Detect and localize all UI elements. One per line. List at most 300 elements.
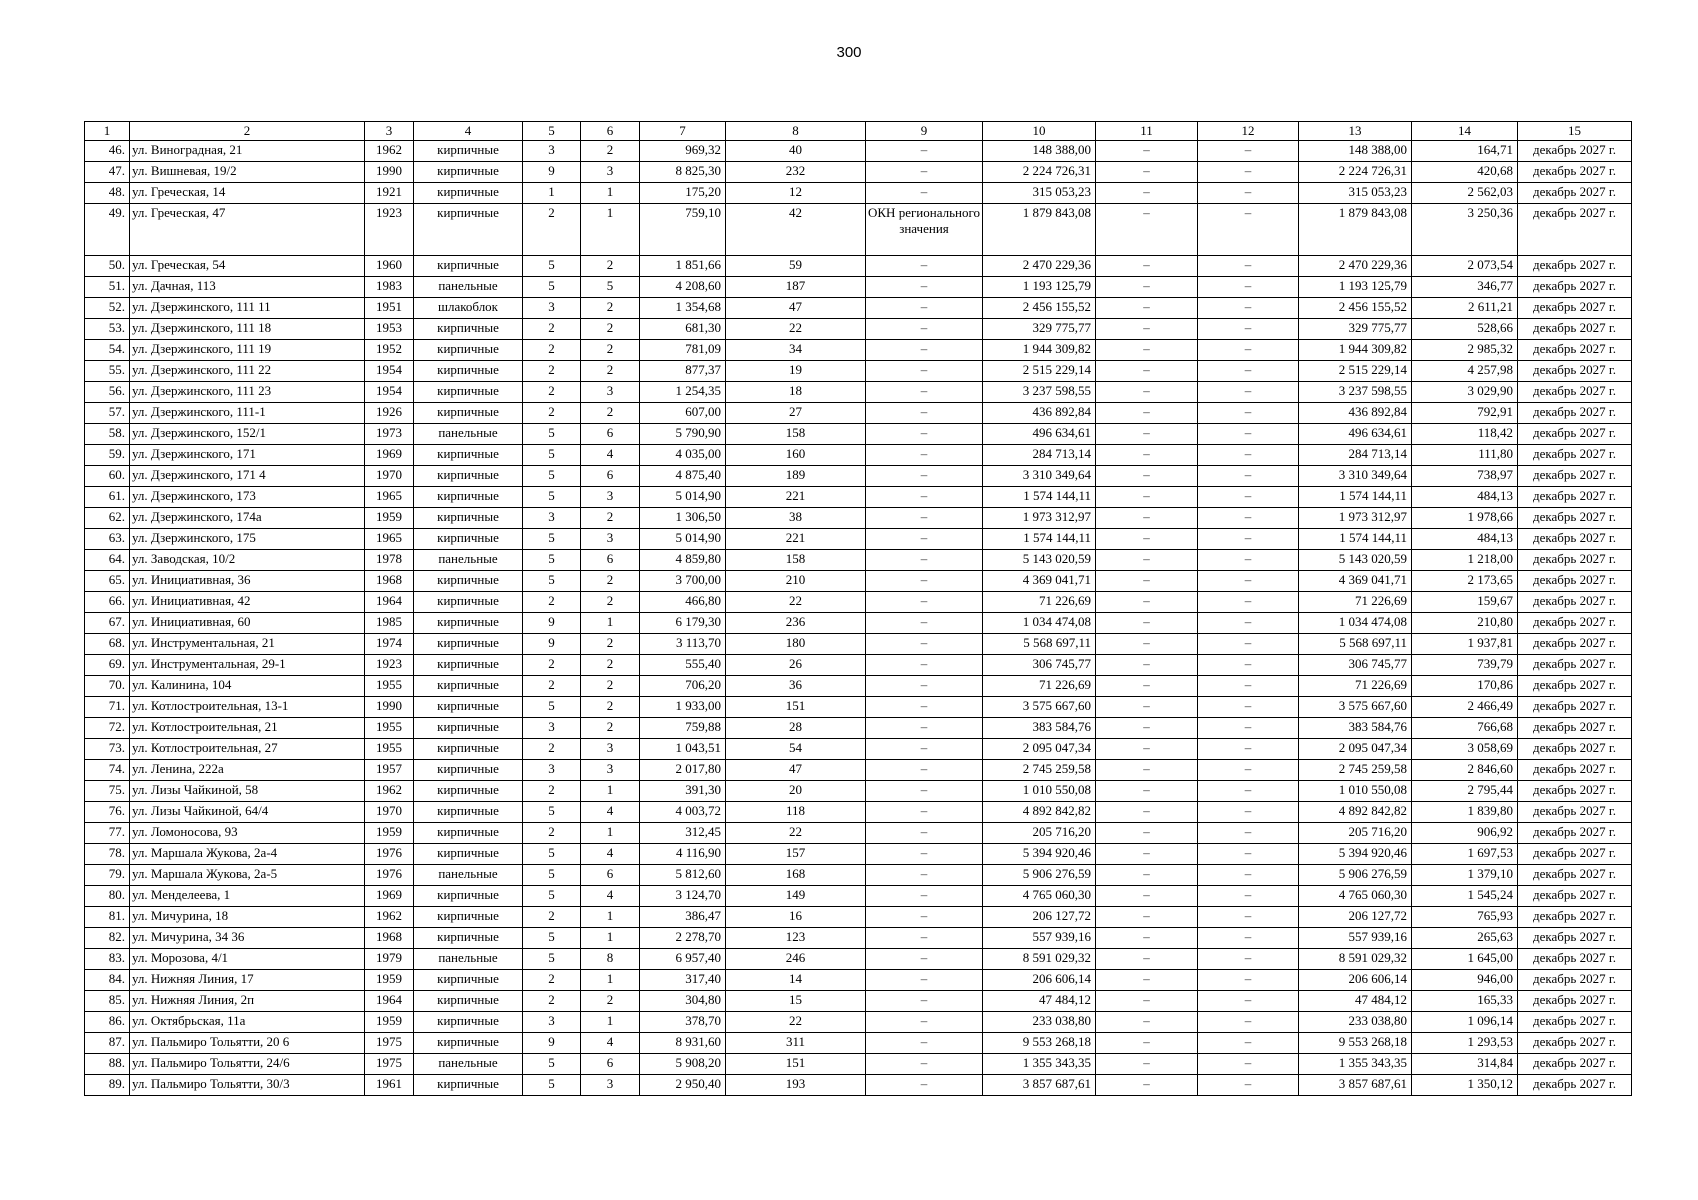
cell-cost-per-sqm: 528,66 (1412, 319, 1518, 340)
table-row (85, 183, 1632, 204)
cell-cost-per-sqm: 906,92 (1412, 823, 1518, 844)
cell-entrances: 2 (581, 592, 640, 613)
cell-floors: 2 (523, 340, 581, 361)
cell-wall-material: кирпичные (414, 340, 523, 361)
cell-col-11: – (1096, 162, 1198, 183)
cell-address: ул. Инструментальная, 29-1 (130, 655, 365, 676)
cell-row-number: 53. (85, 319, 130, 340)
header-cell-7: 7 (640, 122, 726, 141)
cell-address: ул. Дзержинского, 152/1 (130, 424, 365, 445)
cell-heritage-status: – (866, 907, 983, 928)
cell-cost-sum: 71 226,69 (1299, 592, 1412, 613)
cell-entrances: 2 (581, 319, 640, 340)
cell-cost-total: 71 226,69 (983, 676, 1096, 697)
cell-deadline: декабрь 2027 г. (1518, 802, 1632, 823)
cell-year: 1952 (365, 340, 414, 361)
cell-cost-per-sqm: 159,67 (1412, 592, 1518, 613)
cell-deadline: декабрь 2027 г. (1518, 634, 1632, 655)
cell-heritage-status: – (866, 382, 983, 403)
cell-wall-material: кирпичные (414, 256, 523, 277)
cell-col-11: – (1096, 676, 1198, 697)
cell-heritage-status: – (866, 970, 983, 991)
cell-year: 1959 (365, 970, 414, 991)
cell-heritage-status: – (866, 361, 983, 382)
cell-col-11: – (1096, 382, 1198, 403)
cell-residents: 20 (726, 781, 866, 802)
cell-cost-per-sqm: 484,13 (1412, 487, 1518, 508)
cell-floors: 2 (523, 361, 581, 382)
cell-entrances: 2 (581, 676, 640, 697)
cell-row-number: 82. (85, 928, 130, 949)
cell-cost-sum: 284 713,14 (1299, 445, 1412, 466)
cell-col-12: – (1198, 928, 1299, 949)
cell-cost-per-sqm: 118,42 (1412, 424, 1518, 445)
cell-row-number: 80. (85, 886, 130, 907)
cell-floors: 2 (523, 970, 581, 991)
cell-col-11: – (1096, 277, 1198, 298)
cell-cost-total: 206 606,14 (983, 970, 1096, 991)
cell-cost-per-sqm: 1 096,14 (1412, 1012, 1518, 1033)
cell-cost-per-sqm: 1 293,53 (1412, 1033, 1518, 1054)
table-row (85, 739, 1632, 760)
cell-entrances: 6 (581, 550, 640, 571)
cell-cost-sum: 3 857 687,61 (1299, 1075, 1412, 1096)
cell-floors: 5 (523, 445, 581, 466)
table-row (85, 298, 1632, 319)
cell-wall-material: кирпичные (414, 823, 523, 844)
cell-year: 1978 (365, 550, 414, 571)
cell-cost-sum: 2 456 155,52 (1299, 298, 1412, 319)
cell-residents: 54 (726, 739, 866, 760)
cell-cost-total: 5 568 697,11 (983, 634, 1096, 655)
cell-row-number: 47. (85, 162, 130, 183)
cell-wall-material: кирпичные (414, 592, 523, 613)
cell-col-12: – (1198, 634, 1299, 655)
cell-cost-total: 5 906 276,59 (983, 865, 1096, 886)
table-row (85, 424, 1632, 445)
cell-col-12: – (1198, 571, 1299, 592)
cell-address: ул. Котлостроительная, 13-1 (130, 697, 365, 718)
cell-cost-per-sqm: 1 697,53 (1412, 844, 1518, 865)
cell-cost-sum: 3 575 667,60 (1299, 697, 1412, 718)
cell-cost-sum: 1 034 474,08 (1299, 613, 1412, 634)
table-row (85, 487, 1632, 508)
table-row (85, 718, 1632, 739)
cell-address: ул. Пальмиро Тольятти, 24/6 (130, 1054, 365, 1075)
cell-floors: 2 (523, 907, 581, 928)
cell-heritage-status: – (866, 592, 983, 613)
cell-address: ул. Инициативная, 36 (130, 571, 365, 592)
table-row (85, 634, 1632, 655)
cell-col-11: – (1096, 361, 1198, 382)
cell-cost-total: 233 038,80 (983, 1012, 1096, 1033)
cell-address: ул. Пальмиро Тольятти, 20 6 (130, 1033, 365, 1054)
cell-floors: 1 (523, 183, 581, 204)
cell-heritage-status: – (866, 1033, 983, 1054)
cell-wall-material: кирпичные (414, 718, 523, 739)
cell-deadline: декабрь 2027 г. (1518, 991, 1632, 1012)
cell-wall-material: панельные (414, 424, 523, 445)
cell-year: 1968 (365, 571, 414, 592)
cell-residents: 27 (726, 403, 866, 424)
table-row (85, 361, 1632, 382)
cell-heritage-status: – (866, 802, 983, 823)
cell-floors: 5 (523, 865, 581, 886)
cell-cost-total: 4 892 842,82 (983, 802, 1096, 823)
cell-cost-total: 4 765 060,30 (983, 886, 1096, 907)
cell-wall-material: кирпичные (414, 697, 523, 718)
cell-residents: 311 (726, 1033, 866, 1054)
cell-floors: 5 (523, 1075, 581, 1096)
cell-deadline: декабрь 2027 г. (1518, 781, 1632, 802)
cell-col-12: – (1198, 162, 1299, 183)
cell-deadline: декабрь 2027 г. (1518, 844, 1632, 865)
cell-cost-total: 2 095 047,34 (983, 739, 1096, 760)
cell-floors: 2 (523, 204, 581, 256)
cell-deadline: декабрь 2027 г. (1518, 718, 1632, 739)
cell-floors: 2 (523, 823, 581, 844)
cell-col-12: – (1198, 613, 1299, 634)
cell-year: 1957 (365, 760, 414, 781)
cell-area: 3 700,00 (640, 571, 726, 592)
cell-address: ул. Дзержинского, 171 4 (130, 466, 365, 487)
cell-deadline: декабрь 2027 г. (1518, 655, 1632, 676)
cell-address: ул. Виноградная, 21 (130, 141, 365, 162)
cell-row-number: 50. (85, 256, 130, 277)
header-cell-14: 14 (1412, 122, 1518, 141)
table-row (85, 445, 1632, 466)
cell-year: 1961 (365, 1075, 414, 1096)
cell-area: 759,88 (640, 718, 726, 739)
table-row (85, 382, 1632, 403)
cell-col-11: – (1096, 340, 1198, 361)
cell-heritage-status: – (866, 487, 983, 508)
cell-cost-total: 8 591 029,32 (983, 949, 1096, 970)
cell-residents: 151 (726, 697, 866, 718)
cell-year: 1970 (365, 802, 414, 823)
cell-heritage-status: – (866, 739, 983, 760)
cell-floors: 5 (523, 844, 581, 865)
cell-col-12: – (1198, 697, 1299, 718)
cell-residents: 210 (726, 571, 866, 592)
cell-wall-material: панельные (414, 550, 523, 571)
header-cell-1: 1 (85, 122, 130, 141)
header-cell-3: 3 (365, 122, 414, 141)
cell-cost-total: 9 553 268,18 (983, 1033, 1096, 1054)
cell-deadline: декабрь 2027 г. (1518, 487, 1632, 508)
cell-address: ул. Нижняя Линия, 2п (130, 991, 365, 1012)
cell-year: 1965 (365, 487, 414, 508)
cell-wall-material: панельные (414, 949, 523, 970)
cell-address: ул. Дзержинского, 111 19 (130, 340, 365, 361)
cell-deadline: декабрь 2027 г. (1518, 529, 1632, 550)
cell-row-number: 63. (85, 529, 130, 550)
cell-deadline: декабрь 2027 г. (1518, 592, 1632, 613)
cell-entrances: 3 (581, 162, 640, 183)
cell-heritage-status: – (866, 865, 983, 886)
cell-cost-per-sqm: 111,80 (1412, 445, 1518, 466)
cell-area: 2 278,70 (640, 928, 726, 949)
cell-wall-material: кирпичные (414, 571, 523, 592)
cell-year: 1975 (365, 1054, 414, 1075)
cell-address: ул. Греческая, 47 (130, 204, 365, 256)
cell-col-11: – (1096, 718, 1198, 739)
cell-col-11: – (1096, 907, 1198, 928)
cell-year: 1923 (365, 655, 414, 676)
cell-col-11: – (1096, 487, 1198, 508)
cell-floors: 2 (523, 739, 581, 760)
cell-col-11: – (1096, 928, 1198, 949)
cell-wall-material: кирпичные (414, 1033, 523, 1054)
cell-wall-material: панельные (414, 865, 523, 886)
cell-area: 3 113,70 (640, 634, 726, 655)
cell-floors: 3 (523, 298, 581, 319)
cell-floors: 5 (523, 1054, 581, 1075)
cell-area: 5 908,20 (640, 1054, 726, 1075)
cell-deadline: декабрь 2027 г. (1518, 1033, 1632, 1054)
cell-col-12: – (1198, 802, 1299, 823)
cell-row-number: 54. (85, 340, 130, 361)
cell-col-11: – (1096, 802, 1198, 823)
cell-row-number: 55. (85, 361, 130, 382)
cell-col-11: – (1096, 466, 1198, 487)
cell-col-12: – (1198, 319, 1299, 340)
cell-col-11: – (1096, 403, 1198, 424)
cell-heritage-status: – (866, 1012, 983, 1033)
cell-address: ул. Пальмиро Тольятти, 30/3 (130, 1075, 365, 1096)
cell-residents: 123 (726, 928, 866, 949)
cell-residents: 19 (726, 361, 866, 382)
cell-area: 8 825,30 (640, 162, 726, 183)
cell-cost-total: 436 892,84 (983, 403, 1096, 424)
cell-col-12: – (1198, 487, 1299, 508)
cell-deadline: декабрь 2027 г. (1518, 907, 1632, 928)
cell-year: 1959 (365, 508, 414, 529)
table-row (85, 319, 1632, 340)
cell-entrances: 2 (581, 361, 640, 382)
table-row (85, 1012, 1632, 1033)
cell-cost-total: 557 939,16 (983, 928, 1096, 949)
cell-wall-material: кирпичные (414, 141, 523, 162)
cell-floors: 2 (523, 676, 581, 697)
cell-row-number: 89. (85, 1075, 130, 1096)
cell-row-number: 70. (85, 676, 130, 697)
cell-heritage-status: – (866, 718, 983, 739)
cell-row-number: 66. (85, 592, 130, 613)
cell-residents: 157 (726, 844, 866, 865)
cell-year: 1955 (365, 739, 414, 760)
cell-row-number: 60. (85, 466, 130, 487)
cell-cost-per-sqm: 1 937,81 (1412, 634, 1518, 655)
cell-row-number: 58. (85, 424, 130, 445)
cell-col-12: – (1198, 865, 1299, 886)
cell-residents: 180 (726, 634, 866, 655)
cell-cost-per-sqm: 1 379,10 (1412, 865, 1518, 886)
cell-col-11: – (1096, 571, 1198, 592)
cell-cost-sum: 206 606,14 (1299, 970, 1412, 991)
cell-wall-material: кирпичные (414, 487, 523, 508)
cell-entrances: 3 (581, 487, 640, 508)
cell-area: 1 354,68 (640, 298, 726, 319)
cell-floors: 2 (523, 781, 581, 802)
cell-heritage-status: – (866, 676, 983, 697)
cell-cost-per-sqm: 2 846,60 (1412, 760, 1518, 781)
cell-entrances: 1 (581, 823, 640, 844)
cell-cost-sum: 233 038,80 (1299, 1012, 1412, 1033)
cell-cost-per-sqm: 2 562,03 (1412, 183, 1518, 204)
cell-floors: 9 (523, 1033, 581, 1054)
cell-entrances: 2 (581, 718, 640, 739)
cell-col-12: – (1198, 403, 1299, 424)
cell-address: ул. Дзержинского, 111-1 (130, 403, 365, 424)
cell-cost-total: 3 857 687,61 (983, 1075, 1096, 1096)
cell-year: 1975 (365, 1033, 414, 1054)
cell-floors: 3 (523, 760, 581, 781)
cell-row-number: 88. (85, 1054, 130, 1075)
cell-entrances: 3 (581, 739, 640, 760)
cell-area: 4 875,40 (640, 466, 726, 487)
cell-wall-material: кирпичные (414, 445, 523, 466)
cell-residents: 47 (726, 760, 866, 781)
cell-address: ул. Маршала Жукова, 2а-5 (130, 865, 365, 886)
cell-wall-material: кирпичные (414, 970, 523, 991)
cell-residents: 158 (726, 424, 866, 445)
table-row (85, 823, 1632, 844)
cell-residents: 160 (726, 445, 866, 466)
cell-cost-sum: 2 095 047,34 (1299, 739, 1412, 760)
table-row (85, 340, 1632, 361)
cell-area: 4 003,72 (640, 802, 726, 823)
cell-year: 1962 (365, 141, 414, 162)
header-cell-9: 9 (866, 122, 983, 141)
table-row (85, 508, 1632, 529)
cell-cost-sum: 1 193 125,79 (1299, 277, 1412, 298)
cell-deadline: декабрь 2027 г. (1518, 424, 1632, 445)
cell-row-number: 83. (85, 949, 130, 970)
cell-cost-per-sqm: 2 466,49 (1412, 697, 1518, 718)
cell-residents: 42 (726, 204, 866, 256)
cell-cost-sum: 2 470 229,36 (1299, 256, 1412, 277)
cell-deadline: декабрь 2027 г. (1518, 256, 1632, 277)
header-cell-13: 13 (1299, 122, 1412, 141)
table-row (85, 697, 1632, 718)
cell-floors: 2 (523, 403, 581, 424)
cell-cost-total: 5 143 020,59 (983, 550, 1096, 571)
table-row (85, 1054, 1632, 1075)
cell-col-12: – (1198, 550, 1299, 571)
cell-cost-sum: 1 944 309,82 (1299, 340, 1412, 361)
cell-floors: 9 (523, 613, 581, 634)
cell-cost-total: 4 369 041,71 (983, 571, 1096, 592)
cell-cost-total: 284 713,14 (983, 445, 1096, 466)
cell-cost-sum: 9 553 268,18 (1299, 1033, 1412, 1054)
cell-cost-per-sqm: 314,84 (1412, 1054, 1518, 1075)
header-cell-10: 10 (983, 122, 1096, 141)
cell-cost-total: 383 584,76 (983, 718, 1096, 739)
cell-wall-material: кирпичные (414, 844, 523, 865)
cell-cost-sum: 1 010 550,08 (1299, 781, 1412, 802)
cell-cost-total: 1 944 309,82 (983, 340, 1096, 361)
cell-floors: 2 (523, 991, 581, 1012)
cell-year: 1990 (365, 162, 414, 183)
cell-row-number: 72. (85, 718, 130, 739)
cell-entrances: 1 (581, 183, 640, 204)
cell-cost-total: 1 973 312,97 (983, 508, 1096, 529)
cell-row-number: 71. (85, 697, 130, 718)
cell-floors: 5 (523, 571, 581, 592)
data-table (84, 121, 1632, 1096)
cell-col-11: – (1096, 319, 1198, 340)
table-row (85, 204, 1632, 256)
cell-residents: 26 (726, 655, 866, 676)
cell-deadline: декабрь 2027 г. (1518, 760, 1632, 781)
cell-cost-sum: 1 973 312,97 (1299, 508, 1412, 529)
cell-deadline: декабрь 2027 г. (1518, 928, 1632, 949)
header-cell-12: 12 (1198, 122, 1299, 141)
cell-cost-sum: 1 355 343,35 (1299, 1054, 1412, 1075)
cell-floors: 5 (523, 697, 581, 718)
cell-wall-material: кирпичные (414, 676, 523, 697)
cell-cost-sum: 306 745,77 (1299, 655, 1412, 676)
cell-row-number: 86. (85, 1012, 130, 1033)
table-row (85, 676, 1632, 697)
cell-cost-total: 205 716,20 (983, 823, 1096, 844)
cell-col-11: – (1096, 256, 1198, 277)
cell-deadline: декабрь 2027 г. (1518, 676, 1632, 697)
cell-col-12: – (1198, 592, 1299, 613)
cell-col-11: – (1096, 865, 1198, 886)
cell-deadline: декабрь 2027 г. (1518, 865, 1632, 886)
table-row (85, 1033, 1632, 1054)
cell-cost-sum: 5 394 920,46 (1299, 844, 1412, 865)
cell-deadline: декабрь 2027 г. (1518, 571, 1632, 592)
cell-col-12: – (1198, 445, 1299, 466)
table-row (85, 550, 1632, 571)
cell-area: 2 017,80 (640, 760, 726, 781)
cell-floors: 2 (523, 382, 581, 403)
cell-deadline: декабрь 2027 г. (1518, 886, 1632, 907)
cell-address: ул. Лизы Чайкиной, 64/4 (130, 802, 365, 823)
cell-heritage-status: ОКН регионального значения (866, 204, 983, 256)
cell-cost-per-sqm: 265,63 (1412, 928, 1518, 949)
cell-col-12: – (1198, 204, 1299, 256)
cell-cost-total: 3 237 598,55 (983, 382, 1096, 403)
cell-wall-material: кирпичные (414, 886, 523, 907)
cell-year: 1954 (365, 361, 414, 382)
cell-col-12: – (1198, 886, 1299, 907)
cell-row-number: 62. (85, 508, 130, 529)
cell-entrances: 3 (581, 529, 640, 550)
cell-year: 1974 (365, 634, 414, 655)
cell-address: ул. Котлостроительная, 21 (130, 718, 365, 739)
cell-cost-sum: 4 765 060,30 (1299, 886, 1412, 907)
cell-row-number: 64. (85, 550, 130, 571)
cell-cost-per-sqm: 2 073,54 (1412, 256, 1518, 277)
cell-col-12: – (1198, 907, 1299, 928)
cell-floors: 5 (523, 424, 581, 445)
cell-address: ул. Менделеева, 1 (130, 886, 365, 907)
table-row (85, 802, 1632, 823)
table-body (85, 141, 1632, 1096)
cell-floors: 5 (523, 277, 581, 298)
cell-entrances: 1 (581, 1012, 640, 1033)
cell-cost-sum: 4 369 041,71 (1299, 571, 1412, 592)
cell-wall-material: кирпичные (414, 508, 523, 529)
cell-heritage-status: – (866, 571, 983, 592)
cell-cost-total: 47 484,12 (983, 991, 1096, 1012)
cell-deadline: декабрь 2027 г. (1518, 1075, 1632, 1096)
cell-address: ул. Вишневая, 19/2 (130, 162, 365, 183)
